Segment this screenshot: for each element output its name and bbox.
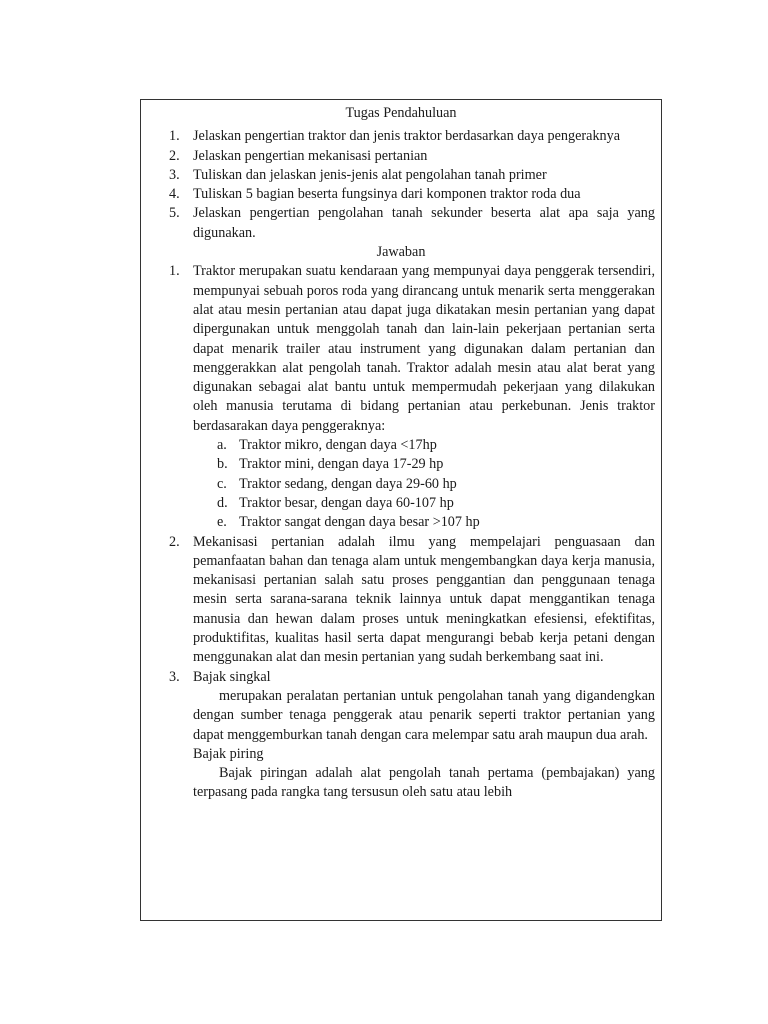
type-text: Traktor sangat dengan daya besar >107 hp: [239, 514, 480, 531]
task-item: [147, 127, 655, 146]
answers-heading: Jawaban: [376, 244, 426, 261]
type-text: Traktor sedang, dengan daya 29-60 hp: [239, 475, 457, 492]
task-number: 5.: [169, 205, 180, 222]
type-letter: e.: [217, 514, 227, 531]
answer-number: 2.: [169, 533, 180, 550]
type-text: Traktor mini, dengan daya 17-29 hp: [239, 456, 444, 473]
tractor-type-item: [193, 475, 655, 494]
answer-item-2: [147, 533, 655, 668]
answer-number: 1.: [169, 263, 180, 280]
task-text: Jelaskan pengertian traktor dan jenis traktor berdasarkan daya pengeraknya: [193, 128, 621, 145]
tractor-type-list: [193, 436, 655, 532]
type-letter: d.: [217, 494, 228, 511]
answer-item-3: [147, 668, 655, 803]
tractor-type-item: [193, 494, 655, 513]
task-list: [147, 127, 655, 243]
type-letter: b.: [217, 456, 228, 473]
task-item: [147, 147, 655, 166]
paragraph-bajak-piring: Bajak piringan adalah alat pengolah tanah pertama (pembajakan) yang terpasang pada rangka tang tersusun oleh satu atau lebih: [193, 765, 655, 801]
subheading-bajak-singkal: Bajak singkal: [193, 668, 271, 685]
document-frame: [140, 99, 662, 921]
answer-text: Mekanisasi pertanian adalah ilmu yang mempelajari penguasaan dan pemanfaatan bahan dan tenaga alam untuk mengembangkan daya kerja manusia, mekanisasi pertanian salah satu proses penggantian dan penggunaan tenaga mesin serta sarana-sarana teknik lainnya untuk dapat menggantikan tenaga manusia dan hewan dalam proses untuk meningkatkan efesiensi, efektifitas, produktifitas, kualitas hasil serta dapat mengurangi bebab kerja petani dengan menggunakan alat dan mesin pertanian yang sudah berkembang saat ini.: [193, 533, 655, 666]
task-text: Tuliskan 5 bagian beserta fungsinya dari komponen traktor roda dua: [193, 186, 581, 203]
type-text: Traktor besar, dengan daya 60-107 hp: [239, 494, 454, 511]
tractor-type-item: [193, 455, 655, 474]
type-letter: c.: [217, 475, 227, 492]
answer-item-1: [147, 262, 655, 532]
document-content: [141, 100, 661, 803]
tractor-type-item: [193, 436, 655, 455]
task-text: Jelaskan pengertian mekanisasi pertanian: [193, 147, 428, 164]
task-number: 3.: [169, 166, 180, 183]
paragraph-bajak-singkal: merupakan peralatan pertanian untuk pengolahan tanah yang digandengkan dengan sumber tenaga penggerak atau penarik seperti traktor pertanian yang dapat menggemburkan tanah dengan cara melempar satu arah maupun dua arah.: [193, 687, 655, 743]
task-number: 1.: [169, 128, 180, 145]
task-text: Tuliskan dan jelaskan jenis-jenis alat pengolahan tanah primer: [193, 166, 547, 183]
task-number: 4.: [169, 186, 180, 203]
answer-list: [147, 262, 655, 802]
answer-number: 3.: [169, 668, 180, 685]
type-letter: a.: [217, 437, 227, 454]
subheading-bajak-piring: Bajak piring: [193, 745, 264, 762]
task-item: [147, 204, 655, 243]
type-text: Traktor mikro, dengan daya <17hp: [239, 437, 437, 454]
document-title: Tugas Pendahuluan: [345, 105, 457, 121]
tractor-type-item: [193, 513, 655, 532]
task-item: [147, 166, 655, 185]
answer-text: Traktor merupakan suatu kendaraan yang mempunyai daya penggerak tersendiri, mempunyai sebuah poros roda yang dirancang untuk menarik serta menggerakan alat atau mesin pertanian atau dapat juga dikatakan mesin pertanian yang dapat dipergunakan untuk menggolah tanah dan lain-lain pekerjaan pertanian serta dapat menarik trailer atau instrument yang digunakan dalam pertanian dan menggerakkan alat pengolah tanah. Traktor adalah mesin atau alat berat yang digunakan sebagai alat bantu untuk mempermudah pekerjaan yang dilakukan oleh manusia terutama di bidang pertanian atau perkebunan. Jenis traktor berdasarakan daya penggeraknya:: [193, 263, 655, 434]
task-text: Jelaskan pengertian pengolahan tanah sekunder beserta alat apa saja yang digunakan.: [193, 205, 655, 241]
task-number: 2.: [169, 147, 180, 164]
task-item: [147, 185, 655, 204]
